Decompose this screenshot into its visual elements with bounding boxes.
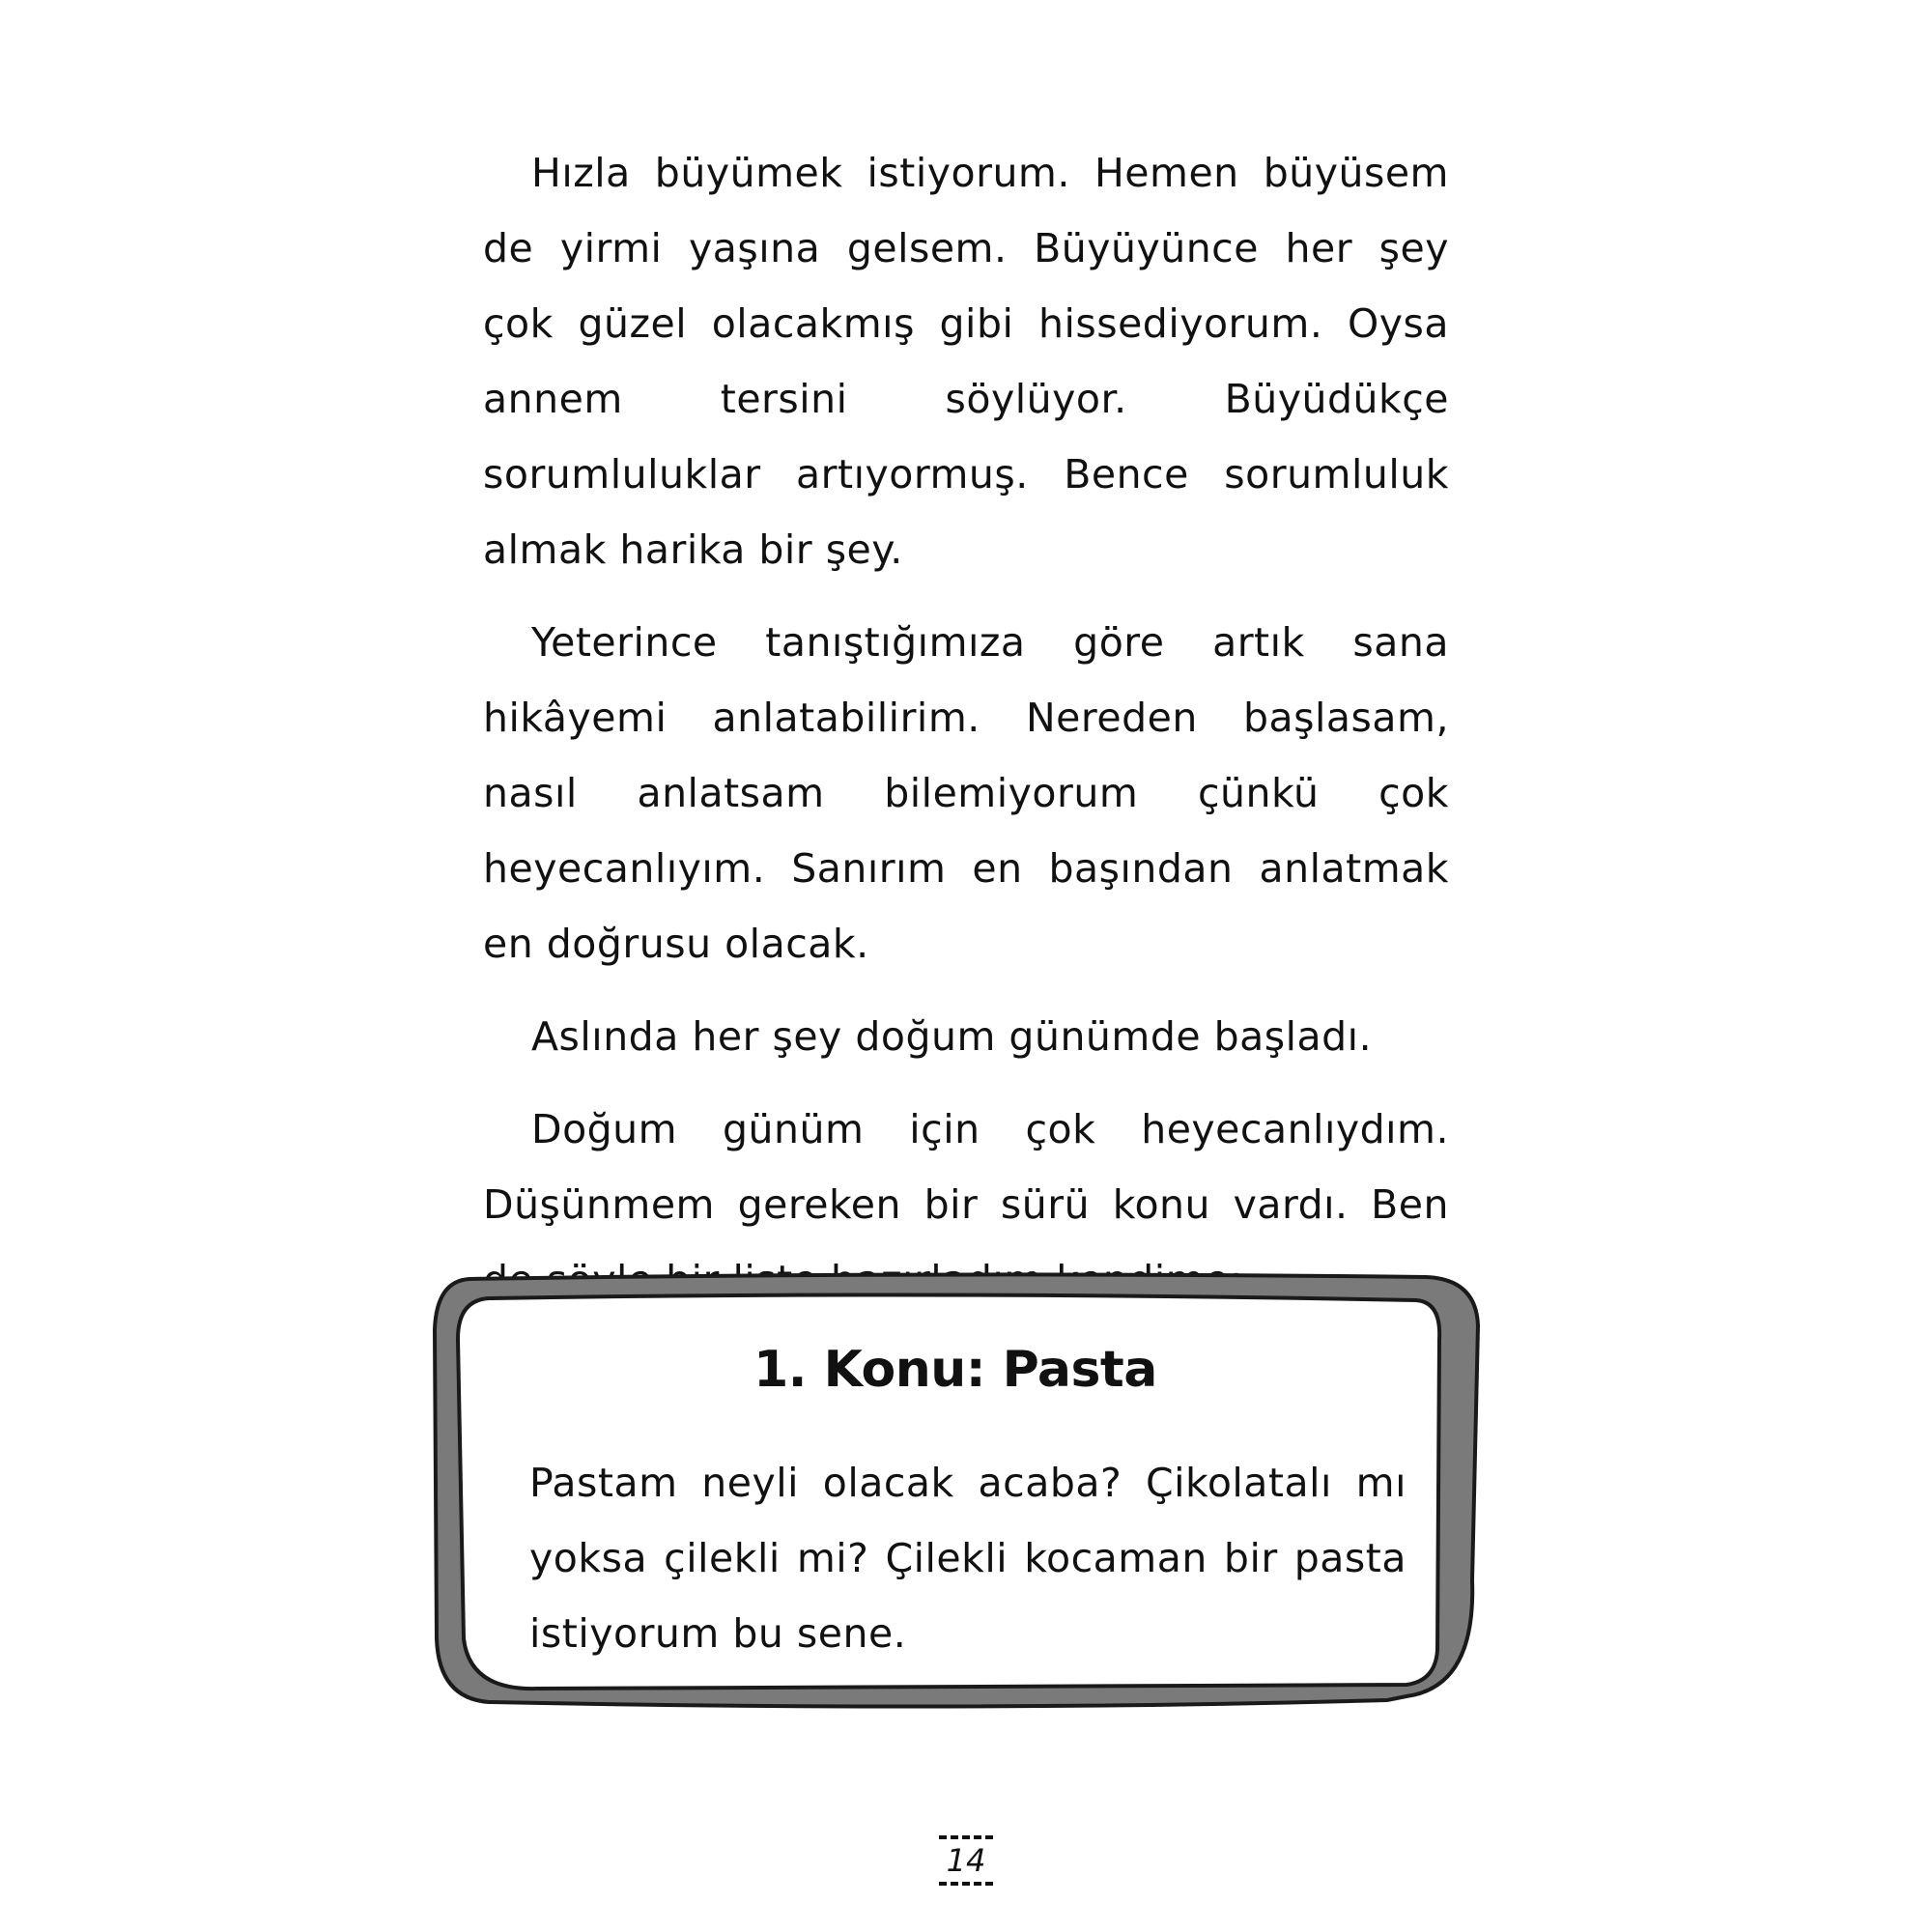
- paragraph-4: Doğum günüm için çok heyecanlıydım. Düşünmem gereken bir sürü konu vardı. Ben: [483, 1106, 1449, 1228]
- page-number: [937, 1835, 995, 1886]
- topic-box: [431, 1271, 1480, 1712]
- paragraph-2: Yeterince tanıştığımıza göre artık sana hikâyemi anlatabilirim. Nereden başlasam, nasıl anlatsam bilemiyorum çünkü çok heyecanlıyım. Sanırım en başından anlatmak en doğrusu olacak.: [483, 619, 1449, 967]
- topic-title: 1. Konu: Pasta: [753, 1341, 1157, 1399]
- body-text: [483, 135, 1449, 1335]
- page-number-bottom-dash: [939, 1882, 993, 1886]
- paragraph-3: Aslında her şey doğum günümde başladı.: [531, 1013, 1373, 1060]
- paragraph-1: Hızla büyümek istiyorum. Hemen büyüsem de yirmi yaşına gelsem. Büyüyünce her şey çok güzel olacakmış gibi hissediyorum. Oysa annem tersini söylüyor. Büyüdükçe sorumluluklar artıyormuş. Bence sorumluluk almak harika bir şey.: [483, 150, 1449, 573]
- topic-text: Pastam neyli olacak acaba? Çikolatalı mı yoksa çilekli mi? Çilekli kocaman bir pasta istiyorum bu sene.: [529, 1460, 1406, 1657]
- page-number-value: 14: [946, 1842, 986, 1879]
